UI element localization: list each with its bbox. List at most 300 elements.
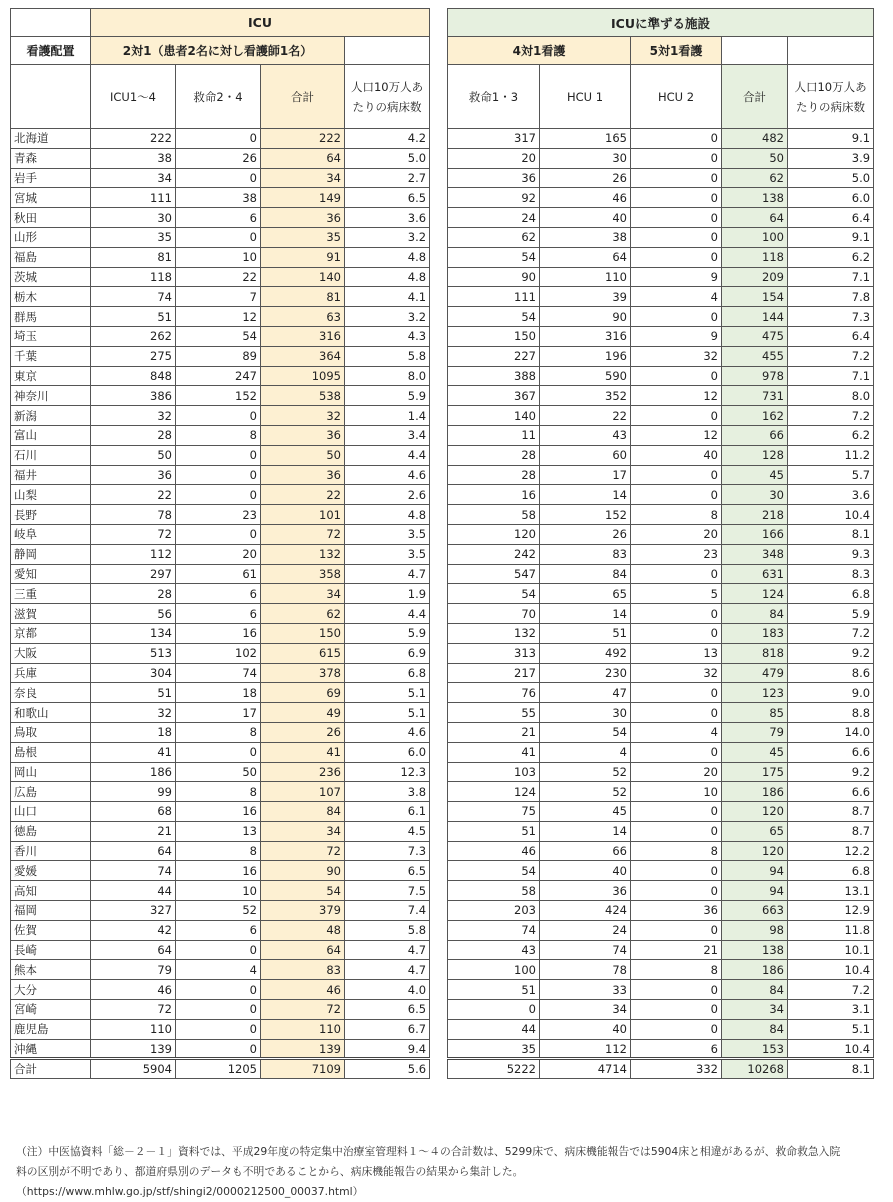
total-cell: 1095 [261,366,345,386]
rate-cell: 4.4 [345,445,430,465]
hcu1-cell: 4 [540,742,631,762]
total-cell: 110 [261,1019,345,1039]
kyumei13-cell: 242 [448,544,540,564]
table-row [11,762,430,782]
footnote-line: 料の区別が不明であり、都道府県別のデータも不明であることから、病床機能報告の結果から集計した。 [16,1165,524,1178]
prefecture-cell: 群馬 [11,307,91,327]
total-cell: 36 [261,425,345,445]
rate-cell: 7.2 [788,623,874,643]
kyumei-cell: 7 [176,287,261,307]
table-row [448,1000,874,1020]
prefecture-cell: 東京 [11,366,91,386]
kyumei-cell: 8 [176,782,261,802]
footnote-line: （https://www.mhlw.go.jp/stf/shingi2/0000212500_00037.html） [16,1185,364,1198]
hcu1-cell: 66 [540,841,631,861]
table-row [11,722,430,742]
table-row [448,386,874,406]
total-cell: 140 [261,267,345,287]
table-row [448,485,874,505]
kyumei-cell: 0 [176,1039,261,1059]
icu-cell: 262 [91,326,176,346]
rate-cell: 6.6 [788,782,874,802]
kyumei13-cell: 43 [448,940,540,960]
total-cell: 209 [722,267,788,287]
kyumei13-cell: 5222 [448,1059,540,1079]
kyumei13-cell: 70 [448,604,540,624]
table-row [11,168,430,188]
rate-cell: 3.5 [345,544,430,564]
hcu1-cell: 196 [540,346,631,366]
hcu2-cell: 0 [631,168,722,188]
total-cell: 32 [261,406,345,426]
prefecture-cell: 香川 [11,841,91,861]
kyumei13-cell: 11 [448,425,540,445]
icu-cell: 139 [91,1039,176,1059]
total-cell: 54 [261,881,345,901]
hcu1-cell: 152 [540,505,631,525]
table-row [448,208,874,228]
total-cell: 348 [722,544,788,564]
prefecture-cell: 愛媛 [11,861,91,881]
table-row [448,960,874,980]
total-cell: 175 [722,762,788,782]
table-row [11,188,430,208]
rate-cell: 7.1 [788,267,874,287]
sub-title-4to1: 4対1看護 [448,37,631,65]
rate-cell: 6.7 [345,1019,430,1039]
hcu2-cell: 20 [631,762,722,782]
total-cell: 186 [722,782,788,802]
total-cell: 91 [261,247,345,267]
total-cell: 218 [722,505,788,525]
kyumei13-cell: 62 [448,227,540,247]
hcu1-cell: 39 [540,287,631,307]
icu-table [10,8,430,1079]
table-row [448,663,874,683]
table-row [448,129,874,149]
table-row [448,287,874,307]
icu-cell: 36 [91,465,176,485]
rate-cell: 6.1 [345,802,430,822]
prefecture-cell: 静岡 [11,544,91,564]
rate-cell: 5.0 [345,148,430,168]
table-total-row [11,1059,430,1079]
hcu2-cell: 0 [631,861,722,881]
table-row [11,940,430,960]
icu-cell: 118 [91,267,176,287]
total-cell: 90 [261,861,345,881]
icu-cell: 56 [91,604,176,624]
blank-cell [11,65,91,129]
hcu1-cell: 316 [540,326,631,346]
hcu1-cell: 54 [540,722,631,742]
hcu1-cell: 84 [540,564,631,584]
table-row [448,425,874,445]
total-cell: 482 [722,129,788,149]
total-cell: 81 [261,287,345,307]
icu-cell: 42 [91,920,176,940]
rate-cell: 9.0 [788,683,874,703]
rate-cell: 5.8 [345,346,430,366]
kyumei13-cell: 120 [448,524,540,544]
rate-cell: 8.1 [788,524,874,544]
hcu2-cell: 0 [631,683,722,703]
kyumei-cell: 152 [176,386,261,406]
rate-cell: 5.9 [345,386,430,406]
kyumei13-cell: 103 [448,762,540,782]
kyumei-cell: 0 [176,940,261,960]
rate-cell: 6.8 [788,584,874,604]
total-cell: 94 [722,861,788,881]
total-cell: 663 [722,901,788,921]
table-row [11,920,430,940]
icu-cell: 112 [91,544,176,564]
kyumei-cell: 22 [176,267,261,287]
hcu2-cell: 0 [631,406,722,426]
hcu2-cell: 5 [631,584,722,604]
icu-cell: 51 [91,683,176,703]
kyumei13-cell: 41 [448,742,540,762]
table-row [11,287,430,307]
kyumei-cell: 26 [176,148,261,168]
table-row [448,782,874,802]
hcu2-cell: 23 [631,544,722,564]
total-cell: 538 [261,386,345,406]
hcu2-cell: 8 [631,505,722,525]
kyumei13-cell: 21 [448,722,540,742]
hcu1-cell: 4714 [540,1059,631,1079]
kyumei-cell: 89 [176,346,261,366]
rate-cell: 7.2 [788,346,874,366]
kyumei-cell: 38 [176,188,261,208]
icu-cell: 51 [91,307,176,327]
hcu1-cell: 14 [540,604,631,624]
icu-cell: 32 [91,406,176,426]
hcu2-cell: 32 [631,663,722,683]
total-cell: 120 [722,802,788,822]
hcu1-cell: 165 [540,129,631,149]
rate-cell: 6.4 [788,208,874,228]
kyumei13-cell: 54 [448,861,540,881]
table-row [11,683,430,703]
total-cell: 72 [261,1000,345,1020]
prefecture-cell: 長崎 [11,940,91,960]
total-cell: 45 [722,742,788,762]
total-cell: 10268 [722,1059,788,1079]
rate-cell: 11.2 [788,445,874,465]
prefecture-cell: 宮城 [11,188,91,208]
rate-cell: 4.5 [345,821,430,841]
rate-cell: 3.8 [345,782,430,802]
table-row [11,227,430,247]
rate-cell: 12.2 [788,841,874,861]
total-cell: 118 [722,247,788,267]
total-cell: 162 [722,406,788,426]
kyumei-cell: 17 [176,703,261,723]
total-cell: 731 [722,386,788,406]
col-header: 人口10万人あたりの病床数 [345,65,430,129]
rate-cell: 8.6 [788,663,874,683]
total-cell: 107 [261,782,345,802]
table-row [11,148,430,168]
table-row [448,901,874,921]
total-cell: 138 [722,188,788,208]
table-row [448,346,874,366]
rate-cell: 9.1 [788,227,874,247]
icu-cell: 99 [91,782,176,802]
kyumei13-cell: 317 [448,129,540,149]
col-header: HCU 1 [540,65,631,129]
kyumei-cell: 61 [176,564,261,584]
hcu1-cell: 47 [540,683,631,703]
prefecture-cell: 大阪 [11,643,91,663]
total-cell: 64 [261,148,345,168]
table-row [11,445,430,465]
total-cell: 123 [722,683,788,703]
kyumei13-cell: 20 [448,148,540,168]
icu-cell: 34 [91,168,176,188]
total-cell: 128 [722,445,788,465]
col-header: ICU1～4 [91,65,176,129]
rate-cell: 10.4 [788,960,874,980]
icu-cell: 110 [91,1019,176,1039]
icu-cell: 74 [91,287,176,307]
icu-sub-title: 2対1（患者2名に対し看護師1名） [91,37,345,65]
kyumei13-cell: 58 [448,505,540,525]
prefecture-cell: 愛知 [11,564,91,584]
total-cell: 475 [722,326,788,346]
total-cell: 79 [722,722,788,742]
hcu2-cell: 0 [631,208,722,228]
kyumei-cell: 1205 [176,1059,261,1079]
total-cell: 364 [261,346,345,366]
hcu2-cell: 0 [631,227,722,247]
total-cell: 615 [261,643,345,663]
total-cell: 34 [261,584,345,604]
hcu1-cell: 83 [540,544,631,564]
total-cell: 98 [722,920,788,940]
rate-cell: 4.7 [345,940,430,960]
icu-cell: 38 [91,148,176,168]
prefecture-cell: 山梨 [11,485,91,505]
rate-cell: 6.2 [788,425,874,445]
kyumei-cell: 4 [176,960,261,980]
hcu1-cell: 30 [540,148,631,168]
kyumei-cell: 6 [176,208,261,228]
kyumei-cell: 54 [176,326,261,346]
kyumei-cell: 50 [176,762,261,782]
total-cell: 30 [722,485,788,505]
prefecture-cell: 滋賀 [11,604,91,624]
hcu1-cell: 40 [540,208,631,228]
table-row [448,445,874,465]
rate-cell: 6.5 [345,861,430,881]
table-row [448,821,874,841]
table-row [448,940,874,960]
hcu2-cell: 0 [631,1000,722,1020]
kyumei13-cell: 313 [448,643,540,663]
kyumei13-cell: 44 [448,1019,540,1039]
rate-cell: 10.1 [788,940,874,960]
hcu1-cell: 51 [540,623,631,643]
hcu2-cell: 4 [631,722,722,742]
rate-cell: 6.0 [788,188,874,208]
table-row [448,148,874,168]
rate-cell: 4.3 [345,326,430,346]
kyumei13-cell: 75 [448,802,540,822]
kyumei-cell: 6 [176,604,261,624]
rate-cell: 5.8 [345,920,430,940]
row-label-header: 看護配置 [11,37,91,65]
total-cell: 45 [722,465,788,485]
rate-cell: 3.6 [345,208,430,228]
kyumei13-cell: 58 [448,881,540,901]
table-row [11,208,430,228]
table-row [11,960,430,980]
hcu1-cell: 34 [540,1000,631,1020]
prefecture-cell: 青森 [11,148,91,168]
kyumei-cell: 247 [176,366,261,386]
col-header: 合計 [722,65,788,129]
hcu2-cell: 40 [631,445,722,465]
table-row [448,544,874,564]
total-cell: 455 [722,346,788,366]
total-cell: 139 [261,1039,345,1059]
hcu2-cell: 0 [631,623,722,643]
icu-equivalent-table [447,8,874,1079]
kyumei13-cell: 74 [448,920,540,940]
rate-cell: 2.7 [345,168,430,188]
table-row [11,406,430,426]
table-row [11,247,430,267]
hcu1-cell: 24 [540,920,631,940]
hcu1-cell: 52 [540,782,631,802]
icu-cell: 32 [91,703,176,723]
table-row [11,1039,430,1059]
rate-cell: 12.3 [345,762,430,782]
kyumei-cell: 0 [176,445,261,465]
rate-cell: 4.6 [345,465,430,485]
table-row [448,841,874,861]
prefecture-cell: 広島 [11,782,91,802]
prefecture-cell: 合計 [11,1059,91,1079]
prefecture-cell: 北海道 [11,129,91,149]
hcu2-cell: 0 [631,821,722,841]
total-cell: 186 [722,960,788,980]
table-row [11,841,430,861]
kyumei-cell: 0 [176,227,261,247]
hcu1-cell: 90 [540,307,631,327]
table-row [448,524,874,544]
prefecture-cell: 和歌山 [11,703,91,723]
total-cell: 378 [261,663,345,683]
table-row [448,881,874,901]
hcu1-cell: 78 [540,960,631,980]
rate-cell: 1.9 [345,584,430,604]
rate-cell: 9.2 [788,762,874,782]
table-row [11,1019,430,1039]
table-row [448,326,874,346]
icu-cell: 81 [91,247,176,267]
kyumei-cell: 10 [176,247,261,267]
icu-cell: 68 [91,802,176,822]
prefecture-cell: 山口 [11,802,91,822]
total-cell: 50 [722,148,788,168]
rate-cell: 5.6 [345,1059,430,1079]
rate-cell: 6.6 [788,742,874,762]
total-cell: 64 [261,940,345,960]
kyumei-cell: 0 [176,1000,261,1020]
table-row [11,505,430,525]
prefecture-cell: 茨城 [11,267,91,287]
total-cell: 978 [722,366,788,386]
hcu2-cell: 0 [631,307,722,327]
prefecture-cell: 高知 [11,881,91,901]
hcu2-cell: 36 [631,901,722,921]
rate-cell: 8.3 [788,564,874,584]
total-cell: 124 [722,584,788,604]
rate-cell: 6.5 [345,188,430,208]
total-cell: 48 [261,920,345,940]
hcu1-cell: 112 [540,1039,631,1059]
rate-cell: 7.2 [788,980,874,1000]
prefecture-cell: 石川 [11,445,91,465]
prefecture-cell: 岐阜 [11,524,91,544]
kyumei-cell: 16 [176,802,261,822]
hcu1-cell: 30 [540,703,631,723]
rate-cell: 6.8 [788,861,874,881]
kyumei-cell: 8 [176,722,261,742]
hcu1-cell: 40 [540,1019,631,1039]
rate-cell: 6.8 [345,663,430,683]
kyumei-cell: 12 [176,307,261,327]
kyumei13-cell: 51 [448,821,540,841]
rate-cell: 3.2 [345,227,430,247]
rate-cell: 4.6 [345,722,430,742]
kyumei13-cell: 24 [448,208,540,228]
kyumei-cell: 8 [176,425,261,445]
rate-cell: 5.1 [345,683,430,703]
kyumei-cell: 0 [176,168,261,188]
hcu1-cell: 74 [540,940,631,960]
kyumei13-cell: 111 [448,287,540,307]
rate-cell: 12.9 [788,901,874,921]
table-row [448,267,874,287]
kyumei-cell: 0 [176,465,261,485]
table-row [11,643,430,663]
hcu1-cell: 64 [540,247,631,267]
kyumei13-cell: 0 [448,1000,540,1020]
kyumei13-cell: 203 [448,901,540,921]
hcu2-cell: 21 [631,940,722,960]
total-cell: 85 [722,703,788,723]
table-row [11,366,430,386]
icu-cell: 78 [91,505,176,525]
table-row [11,742,430,762]
rate-cell: 8.0 [788,386,874,406]
icu-cell: 848 [91,366,176,386]
rate-cell: 6.9 [345,643,430,663]
icu-cell: 64 [91,940,176,960]
kyumei13-cell: 35 [448,1039,540,1059]
table-row [11,901,430,921]
prefecture-cell: 秋田 [11,208,91,228]
hcu1-cell: 52 [540,762,631,782]
kyumei13-cell: 367 [448,386,540,406]
kyumei13-cell: 92 [448,188,540,208]
icu-cell: 41 [91,742,176,762]
rate-cell: 6.2 [788,247,874,267]
